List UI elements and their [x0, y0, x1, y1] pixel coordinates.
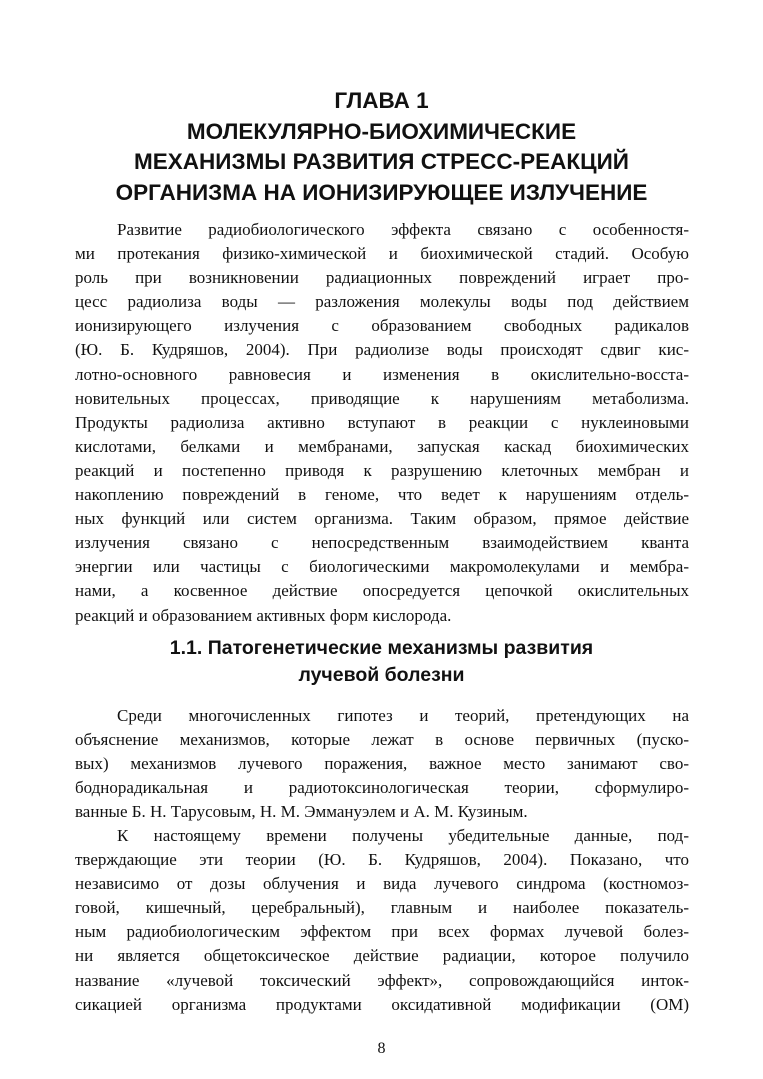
text-line: энергии или частицы с биологическими макромолекулами и мембра- [75, 557, 689, 577]
text-line: название «лучевой токсический эффект», сопровождающийся инток- [75, 970, 689, 990]
chapter-title-line: МОЛЕКУЛЯРНО-БИОХИМИЧЕСКИЕ [186, 118, 577, 144]
text-line: излучения связано с непосредственным взаимодействием кванта [75, 533, 689, 553]
section-title-line: лучевой болезни [298, 664, 465, 686]
paragraph-intro [75, 218, 689, 628]
chapter-number: ГЛАВА 1 [334, 88, 429, 113]
chapter-title-line: ОРГАНИЗМА НА ИОНИЗИРУЮЩЕЕ ИЗЛУЧЕНИЕ [115, 179, 648, 205]
text-line: ионизирующего излучения с образованием свободных радикалов [75, 316, 689, 336]
text-line: накоплению повреждений в геноме, что ведет к нарушениям отдель- [75, 485, 689, 505]
section-heading [0, 635, 763, 689]
page-number: 8 [377, 1040, 386, 1057]
text-line: ванные Б. Н. Тарусовым, Н. М. Эммануэлем и А. М. Кузиным. [75, 802, 528, 822]
text-line: реакций и образованием активных форм кислорода. [75, 605, 452, 625]
text-line: новительных процессах, приводящие к нарушениям метаболизма. [75, 388, 689, 408]
paragraph-evidence [75, 824, 689, 1017]
chapter-title-line: МЕХАНИЗМЫ РАЗВИТИЯ СТРЕСС-РЕАКЦИЙ [134, 149, 629, 174]
chapter-heading [0, 86, 763, 208]
text-line: лотно-основного равновесия и изменения в окислительно-восста- [75, 364, 689, 384]
text-line: (Ю. Б. Кудряшов, 2004). При радиолизе воды происходят сдвиг кис- [75, 340, 689, 360]
text-line: независимо от дозы облучения и вида лучевого синдрома (костномоз- [75, 874, 689, 894]
text-line: Продукты радиолиза активно вступают в реакции с нуклеиновыми [75, 412, 689, 432]
text-line: ми протекания физико-химической и биохимической стадий. Особую [75, 244, 689, 264]
text-line: объяснение механизмов, которые лежат в основе первичных (пуско- [75, 730, 689, 750]
section-title-line: 1.1. Патогенетические механизмы развития [169, 637, 594, 659]
text-line: реакций и постепенно приводя к разрушению клеточных мембран и [75, 460, 689, 480]
text-line: боднорадикальная и радиотоксинологическая теории, сформулиро- [75, 778, 689, 798]
text-line: Среди многочисленных гипотез и теорий, претендующих на [117, 706, 689, 725]
text-line: кислотами, белками и мембранами, запуская каскад биохимических [75, 436, 689, 456]
text-line: тверждающие эти теории (Ю. Б. Кудряшов, 2004). Показано, что [75, 850, 689, 870]
text-line: ным радиобиологическим эффектом при всех формах лучевой болез- [75, 922, 689, 942]
text-line: сикацией организма продуктами оксидативной модификации (ОМ) [75, 994, 689, 1014]
text-line: Развитие радиобиологического эффекта связано с особенностя- [117, 220, 689, 239]
text-line: нами, а косвенное действие опосредуется цепочкой окислительных [75, 581, 689, 601]
text-line: говой, кишечный, церебральный), главным и наиболее показатель- [75, 898, 689, 918]
paragraph-hypotheses [75, 704, 689, 824]
text-line: роль при возникновении радиационных повреждений играет про- [75, 268, 689, 288]
text-line: ных функций или систем организма. Таким образом, прямое действие [75, 509, 689, 529]
text-line: К настоящему времени получены убедительные данные, под- [117, 826, 689, 845]
text-line: вых) механизмов лучевого поражения, важное место занимают сво- [75, 754, 689, 774]
text-line: цесс радиолиза воды — разложения молекулы воды под действием [75, 292, 689, 312]
text-line: ни является общетоксическое действие радиации, которое получило [75, 946, 689, 966]
